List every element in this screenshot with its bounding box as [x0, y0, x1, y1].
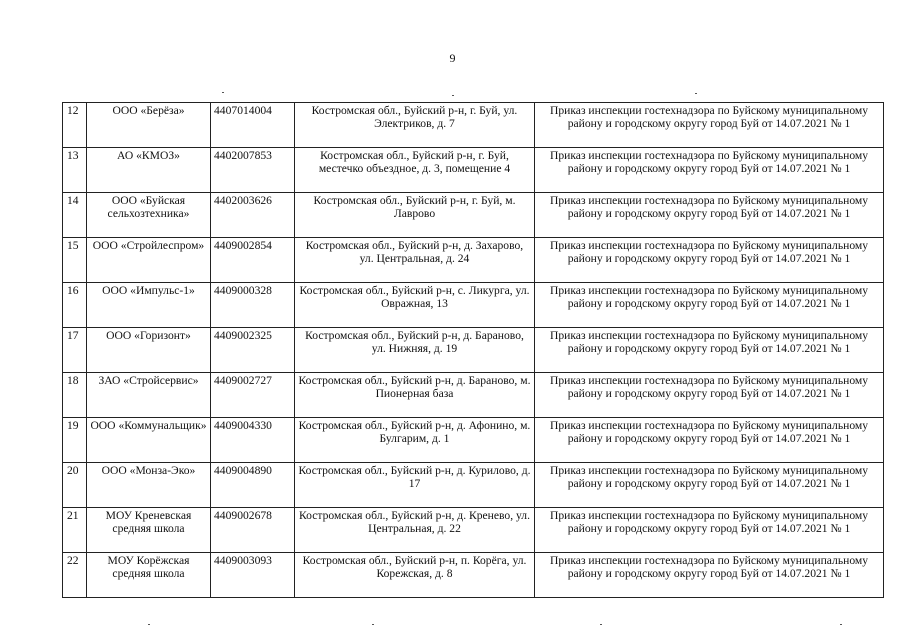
- document-cell: Приказ инспекции гостехнадзора по Буйскому муниципальному району и городскому округу город Буй от 14.07.2021 № 1: [535, 373, 884, 418]
- row-number: 12: [63, 103, 87, 148]
- organization-name: ООО «Берёза»: [87, 103, 211, 148]
- row-number: 19: [63, 418, 87, 463]
- row-number: 15: [63, 238, 87, 283]
- table-row: [63, 328, 884, 373]
- organization-name: АО «КМОЗ»: [87, 148, 211, 193]
- row-number: 21: [63, 508, 87, 553]
- row-number: 13: [63, 148, 87, 193]
- inn-cell: 4409004330: [211, 418, 295, 463]
- organization-name: ООО «Буйская сельхозтехника»: [87, 193, 211, 238]
- address-cell: Костромская обл., Буйский р-н, д. Афонино, м. Булгарим, д. 1: [295, 418, 535, 463]
- table-row: [63, 418, 884, 463]
- document-cell: Приказ инспекции гостехнадзора по Буйскому муниципальному району и городскому округу город Буй от 14.07.2021 № 1: [535, 238, 884, 283]
- table-row: [63, 373, 884, 418]
- scan-speck: [840, 624, 842, 625]
- address-cell: Костромская обл., Буйский р-н, г. Буй, ул. Электриков, д. 7: [295, 103, 535, 148]
- table-row: [63, 463, 884, 508]
- document-cell: Приказ инспекции гостехнадзора по Буйскому муниципальному району и городскому округу город Буй от 14.07.2021 № 1: [535, 328, 884, 373]
- scan-speck: [695, 93, 697, 94]
- row-number: 20: [63, 463, 87, 508]
- inn-cell: 4402007853: [211, 148, 295, 193]
- address-cell: Костромская обл., Буйский р-н, с. Ликурга, ул. Овражная, 13: [295, 283, 535, 328]
- document-cell: Приказ инспекции гостехнадзора по Буйскому муниципальному району и городскому округу город Буй от 14.07.2021 № 1: [535, 463, 884, 508]
- document-cell: Приказ инспекции гостехнадзора по Буйскому муниципальному району и городскому округу город Буй от 14.07.2021 № 1: [535, 103, 884, 148]
- registry-table-body: [63, 103, 884, 598]
- scan-speck: [372, 624, 374, 625]
- organization-name: МОУ Корёжская средняя школа: [87, 553, 211, 598]
- organization-name: ООО «Коммунальщик»: [87, 418, 211, 463]
- row-number: 16: [63, 283, 87, 328]
- document-cell: Приказ инспекции гостехнадзора по Буйскому муниципальному району и городскому округу город Буй от 14.07.2021 № 1: [535, 553, 884, 598]
- address-cell: Костромская обл., Буйский р-н, д. Бараново, м. Пионерная база: [295, 373, 535, 418]
- document-cell: Приказ инспекции гостехнадзора по Буйскому муниципальному району и городскому округу город Буй от 14.07.2021 № 1: [535, 148, 884, 193]
- row-number: 18: [63, 373, 87, 418]
- table-row: [63, 553, 884, 598]
- inn-cell: 4407014004: [211, 103, 295, 148]
- organization-name: ООО «Монза-Эко»: [87, 463, 211, 508]
- row-number: 14: [63, 193, 87, 238]
- scan-speck: [452, 95, 454, 96]
- inn-cell: 4402003626: [211, 193, 295, 238]
- inn-cell: 4409002727: [211, 373, 295, 418]
- inn-cell: 4409004890: [211, 463, 295, 508]
- table-row: [63, 283, 884, 328]
- table-row: [63, 103, 884, 148]
- document-cell: Приказ инспекции гостехнадзора по Буйскому муниципальному району и городскому округу город Буй от 14.07.2021 № 1: [535, 508, 884, 553]
- row-number: 22: [63, 553, 87, 598]
- scan-speck: [148, 624, 150, 625]
- organization-name: ЗАО «Стройсервис»: [87, 373, 211, 418]
- document-cell: Приказ инспекции гостехнадзора по Буйскому муниципальному району и городскому округу город Буй от 14.07.2021 № 1: [535, 418, 884, 463]
- address-cell: Костромская обл., Буйский р-н, д. Курилово, д. 17: [295, 463, 535, 508]
- address-cell: Костромская обл., Буйский р-н, п. Корёга, ул. Корежская, д. 8: [295, 553, 535, 598]
- address-cell: Костромская обл., Буйский р-н, д. Захарово, ул. Центральная, д. 24: [295, 238, 535, 283]
- inn-cell: 4409000328: [211, 283, 295, 328]
- organization-name: ООО «Импульс-1»: [87, 283, 211, 328]
- inn-cell: 4409002854: [211, 238, 295, 283]
- inn-cell: 4409002678: [211, 508, 295, 553]
- scan-speck: [600, 624, 602, 625]
- table-row: [63, 508, 884, 553]
- address-cell: Костромская обл., Буйский р-н, д. Кренево, ул. Центральная, д. 22: [295, 508, 535, 553]
- address-cell: Костромская обл., Буйский р-н, д. Бараново, ул. Нижняя, д. 19: [295, 328, 535, 373]
- inn-cell: 4409003093: [211, 553, 295, 598]
- row-number: 17: [63, 328, 87, 373]
- address-cell: Костромская обл., Буйский р-н, г. Буй, м. Лаврово: [295, 193, 535, 238]
- page-number: 9: [449, 51, 456, 65]
- organization-name: МОУ Креневская средняя школа: [87, 508, 211, 553]
- table-row: [63, 148, 884, 193]
- document-cell: Приказ инспекции гостехнадзора по Буйскому муниципальному району и городскому округу город Буй от 14.07.2021 № 1: [535, 193, 884, 238]
- registry-table: [62, 102, 884, 598]
- organization-name: ООО «Горизонт»: [87, 328, 211, 373]
- table-row: [63, 238, 884, 283]
- scan-speck: [222, 92, 224, 93]
- scan-specks-bottom: [0, 624, 905, 636]
- address-cell: Костромская обл., Буйский р-н, г. Буй, местечко объездное, д. 3, помещение 4: [295, 148, 535, 193]
- document-cell: Приказ инспекции гостехнадзора по Буйскому муниципальному району и городскому округу город Буй от 14.07.2021 № 1: [535, 283, 884, 328]
- inn-cell: 4409002325: [211, 328, 295, 373]
- organization-name: ООО «Стройлеспром»: [87, 238, 211, 283]
- table-row: [63, 193, 884, 238]
